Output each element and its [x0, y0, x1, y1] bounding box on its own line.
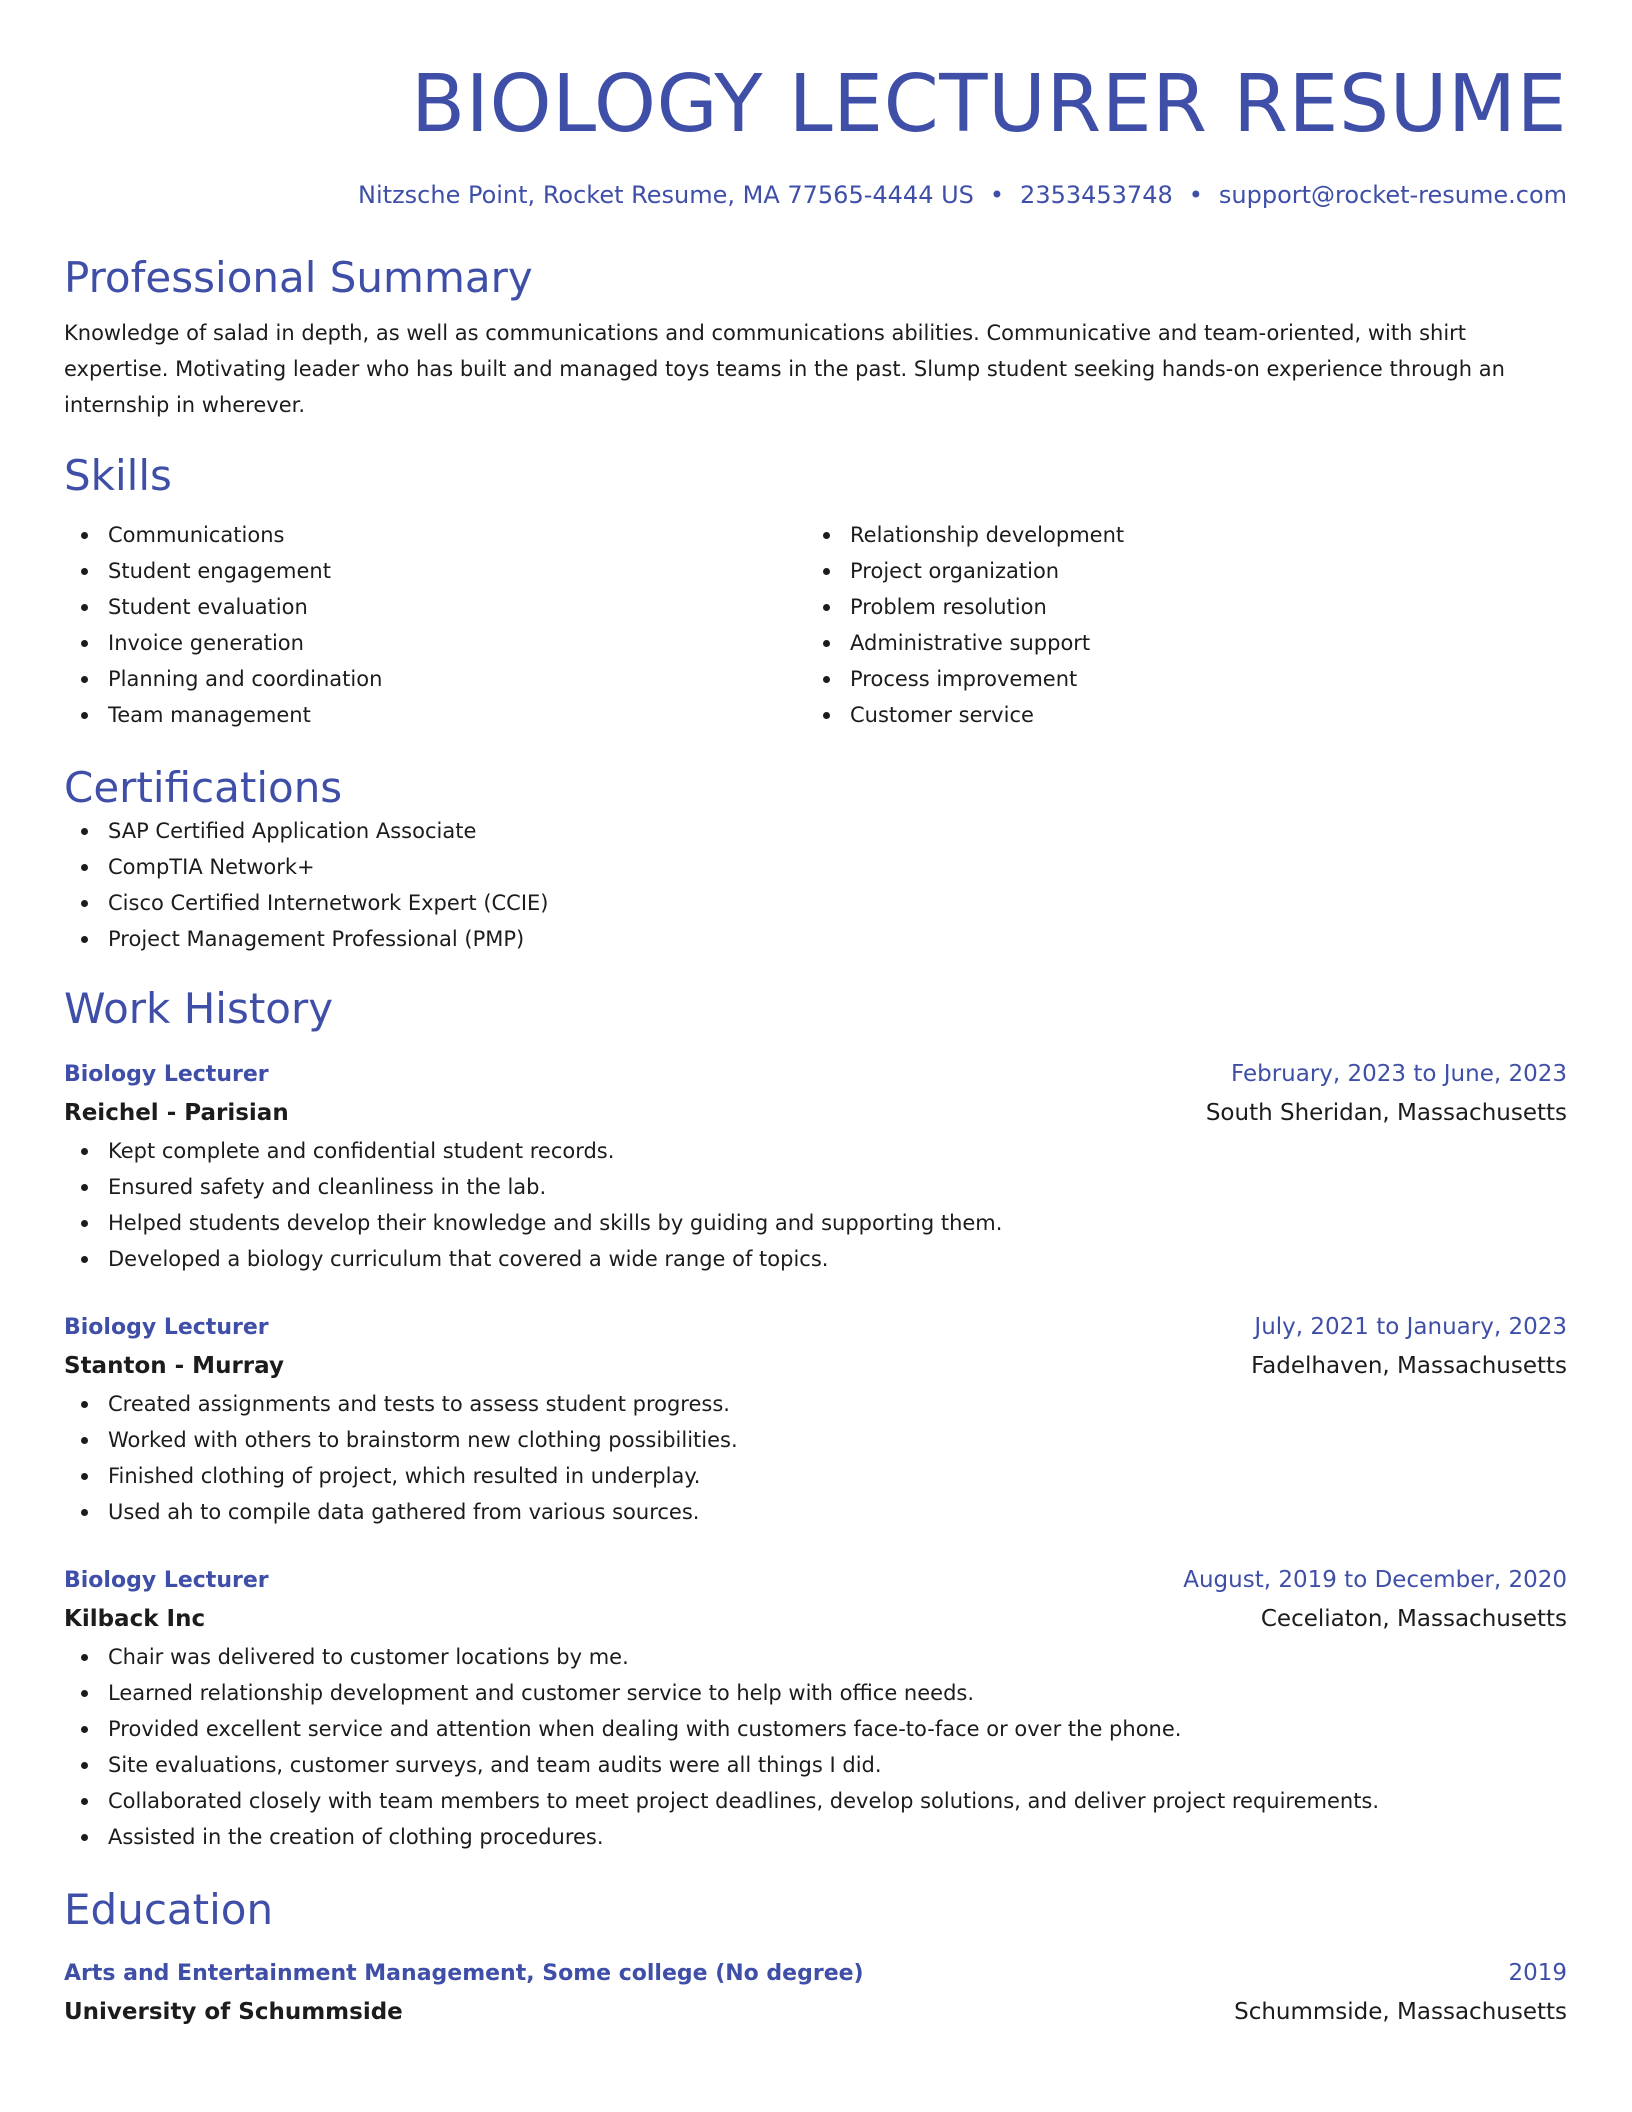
contact-line: [64, 180, 1567, 210]
job-company: Reichel - Parisian: [64, 1100, 289, 1126]
job-entry: [64, 1309, 1567, 1530]
certification-item: SAP Certified Application Associate: [64, 813, 1567, 849]
skill-item: Administrative support: [806, 625, 1548, 661]
skill-item: Customer service: [806, 697, 1548, 733]
skill-item: Process improvement: [806, 661, 1548, 697]
job-duty-item: Assisted in the creation of clothing procedures.: [64, 1819, 1567, 1855]
education-school: University of Schummside: [64, 1999, 403, 2025]
skill-item: Student evaluation: [64, 589, 806, 625]
job-dates: August, 2019 to December, 2020: [1183, 1567, 1567, 1593]
job-location: Ceceliaton, Massachusetts: [1260, 1606, 1567, 1632]
job-title: Biology Lecturer: [64, 1568, 269, 1593]
job-location: South Sheridan, Massachusetts: [1205, 1100, 1567, 1126]
job-duty-item: Collaborated closely with team members to meet project deadlines, develop solutions, and deliver project requirements.: [64, 1783, 1567, 1819]
certifications-list: [64, 813, 1567, 957]
resume-page: [64, 0, 1567, 2032]
skill-item: Project organization: [806, 553, 1548, 589]
job-duty-item: Kept complete and confidential student records.: [64, 1133, 1567, 1169]
job-duty-item: Used ah to compile data gathered from various sources.: [64, 1494, 1567, 1530]
section-heading-certifications: Certifications: [64, 763, 343, 812]
job-company: Stanton - Murray: [64, 1353, 284, 1379]
job-location: Fadelhaven, Massachusetts: [1251, 1353, 1567, 1379]
job-duty-item: Finished clothing of project, which resulted in underplay.: [64, 1458, 1567, 1494]
skill-item: Problem resolution: [806, 589, 1548, 625]
job-duties-list: [64, 1639, 1567, 1855]
job-header-row: [64, 1562, 1567, 1599]
job-duty-item: Helped students develop their knowledge and skills by guiding and supporting them.: [64, 1205, 1567, 1241]
skill-item: Communications: [64, 517, 806, 553]
job-duty-item: Ensured safety and cleanliness in the lab.: [64, 1169, 1567, 1205]
job-title: Biology Lecturer: [64, 1062, 269, 1087]
job-header-row: [64, 1309, 1567, 1346]
education-year: 2019: [1508, 1960, 1567, 1986]
contact-separator: •: [1188, 181, 1203, 209]
section-heading-skills: Skills: [64, 451, 172, 500]
job-duty-item: Provided excellent service and attention when dealing with customers face-to-face or over the phone.: [64, 1711, 1567, 1747]
skills-list-right: [806, 517, 1548, 733]
education-degree: Arts and Entertainment Management, Some college (No degree): [64, 1961, 864, 1986]
education-header-row: [64, 1955, 1567, 1992]
job-header-row: [64, 1056, 1567, 1093]
section-heading-summary: Professional Summary: [64, 253, 533, 302]
job-duty-item: Worked with others to brainstorm new clothing possibilities.: [64, 1422, 1567, 1458]
skills-list-left: [64, 517, 806, 733]
section-heading-education: Education: [64, 1885, 274, 1934]
job-duties-list: [64, 1386, 1567, 1530]
skill-item: Student engagement: [64, 553, 806, 589]
job-company: Kilback Inc: [64, 1606, 206, 1632]
job-duty-item: Site evaluations, customer surveys, and team audits were all things I did.: [64, 1747, 1567, 1783]
job-duty-item: Learned relationship development and customer service to help with office needs.: [64, 1675, 1567, 1711]
certification-item: CompTIA Network+: [64, 849, 1567, 885]
certification-item: Project Management Professional (PMP): [64, 921, 1567, 957]
contact-address: Nitzsche Point, Rocket Resume, MA 77565-4444 US: [358, 181, 974, 209]
section-heading-work-history: Work History: [64, 984, 334, 1033]
job-duty-item: Created assignments and tests to assess student progress.: [64, 1386, 1567, 1422]
contact-phone[interactable]: 2353453748: [1020, 181, 1173, 209]
skill-item: Planning and coordination: [64, 661, 806, 697]
job-dates: July, 2021 to January, 2023: [1254, 1314, 1567, 1340]
job-entry: [64, 1562, 1567, 1855]
contact-email[interactable]: support@rocket-resume.com: [1218, 181, 1567, 209]
skill-item: Team management: [64, 697, 806, 733]
job-dates: February, 2023 to June, 2023: [1230, 1061, 1567, 1087]
contact-separator: •: [989, 181, 1005, 209]
skill-item: Invoice generation: [64, 625, 806, 661]
skills-grid: [64, 517, 1567, 733]
job-company-row: [64, 1346, 1567, 1386]
job-entry: [64, 1056, 1567, 1277]
education-location: Schummside, Massachusetts: [1234, 1999, 1567, 2025]
certification-item: Cisco Certified Internetwork Expert (CCIE): [64, 885, 1567, 921]
job-company-row: [64, 1093, 1567, 1133]
job-duties-list: [64, 1133, 1567, 1277]
job-title: Biology Lecturer: [64, 1315, 269, 1340]
job-company-row: [64, 1599, 1567, 1639]
education-school-row: [64, 1992, 1567, 2032]
education-entry: [64, 1955, 1567, 2032]
summary-text: Knowledge of salad in depth, as well as communications and communications abilities. Communicative and team-oriented, with shirt expertise. Motivating leader who has built and managed toys teams in the past. Slump student seeking hands-on experience through an internship in wherever.: [64, 321, 1505, 417]
resume-title: BIOLOGY LECTURER RESUME: [410, 58, 1567, 150]
job-duty-item: Chair was delivered to customer locations by me.: [64, 1639, 1567, 1675]
job-duty-item: Developed a biology curriculum that covered a wide range of topics.: [64, 1241, 1567, 1277]
skill-item: Relationship development: [806, 517, 1548, 553]
